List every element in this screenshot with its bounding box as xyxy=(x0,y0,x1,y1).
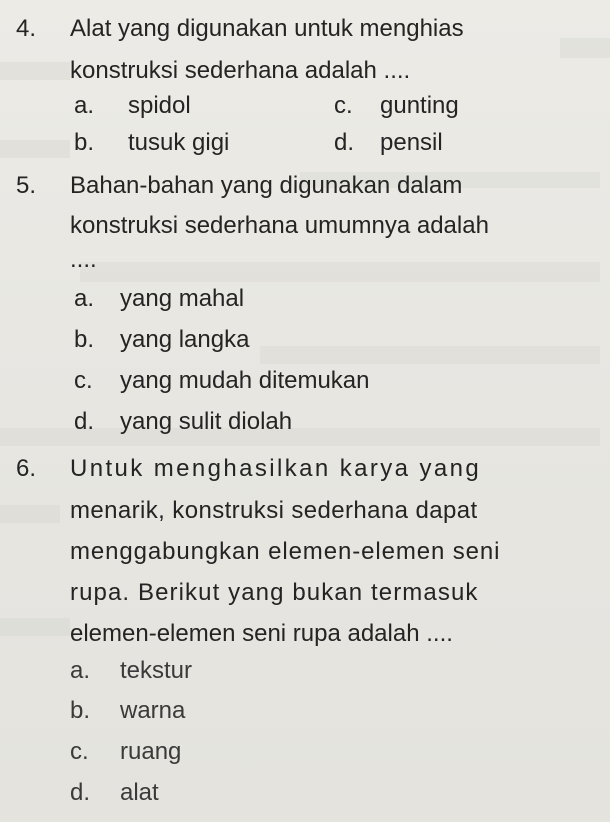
option-letter: d. xyxy=(334,129,355,156)
option-letter: c. xyxy=(334,92,353,119)
option-letter: c. xyxy=(74,367,93,394)
question-text-line: menggabungkan elemen-elemen seni xyxy=(70,538,501,565)
option-text: yang mahal xyxy=(120,285,245,312)
option-letter: a. xyxy=(74,92,95,119)
question-text-line: .... xyxy=(70,246,97,273)
option-text: gunting xyxy=(380,92,459,119)
option-text: yang langka xyxy=(120,326,250,353)
question-text-line: menarik, konstruksi sederhana dapat xyxy=(70,497,478,524)
option-text: pensil xyxy=(380,129,443,156)
question-text-line: rupa. Berikut yang bukan termasuk xyxy=(70,579,479,606)
option-letter: c. xyxy=(70,738,89,765)
bleed-through-mark xyxy=(0,62,70,80)
bleed-through-mark xyxy=(260,346,600,364)
option-text: tusuk gigi xyxy=(128,129,230,156)
option-letter: a. xyxy=(70,657,91,684)
question-text-line: Untuk menghasilkan karya yang xyxy=(70,455,482,482)
option-text: yang mudah ditemukan xyxy=(120,367,370,394)
option-text: yang sulit diolah xyxy=(120,408,293,435)
question-number: 5. xyxy=(16,172,37,199)
option-letter: b. xyxy=(70,697,91,724)
bleed-through-mark xyxy=(0,140,70,158)
option-text: ruang xyxy=(120,738,182,765)
bleed-through-mark xyxy=(80,262,600,282)
option-letter: a. xyxy=(74,285,95,312)
question-text-line: konstruksi sederhana umumnya adalah xyxy=(70,212,489,239)
question-number: 6. xyxy=(16,455,37,482)
question-text-line: elemen-elemen seni rupa adalah .... xyxy=(70,620,453,647)
question-text-line: Alat yang digunakan untuk menghias xyxy=(70,15,464,42)
bleed-through-mark xyxy=(0,618,70,636)
question-text-line: konstruksi sederhana adalah .... xyxy=(70,57,411,84)
question-number: 4. xyxy=(16,15,37,42)
option-text: spidol xyxy=(128,92,191,119)
option-letter: d. xyxy=(70,779,91,806)
question-text-line: Bahan-bahan yang digunakan dalam xyxy=(70,172,463,199)
option-text: alat xyxy=(120,779,159,806)
option-letter: b. xyxy=(74,326,95,353)
option-letter: d. xyxy=(74,408,95,435)
option-letter: b. xyxy=(74,129,95,156)
bleed-through-mark xyxy=(560,38,610,58)
bleed-through-mark xyxy=(0,505,60,523)
option-text: warna xyxy=(120,697,186,724)
option-text: tekstur xyxy=(120,657,193,684)
